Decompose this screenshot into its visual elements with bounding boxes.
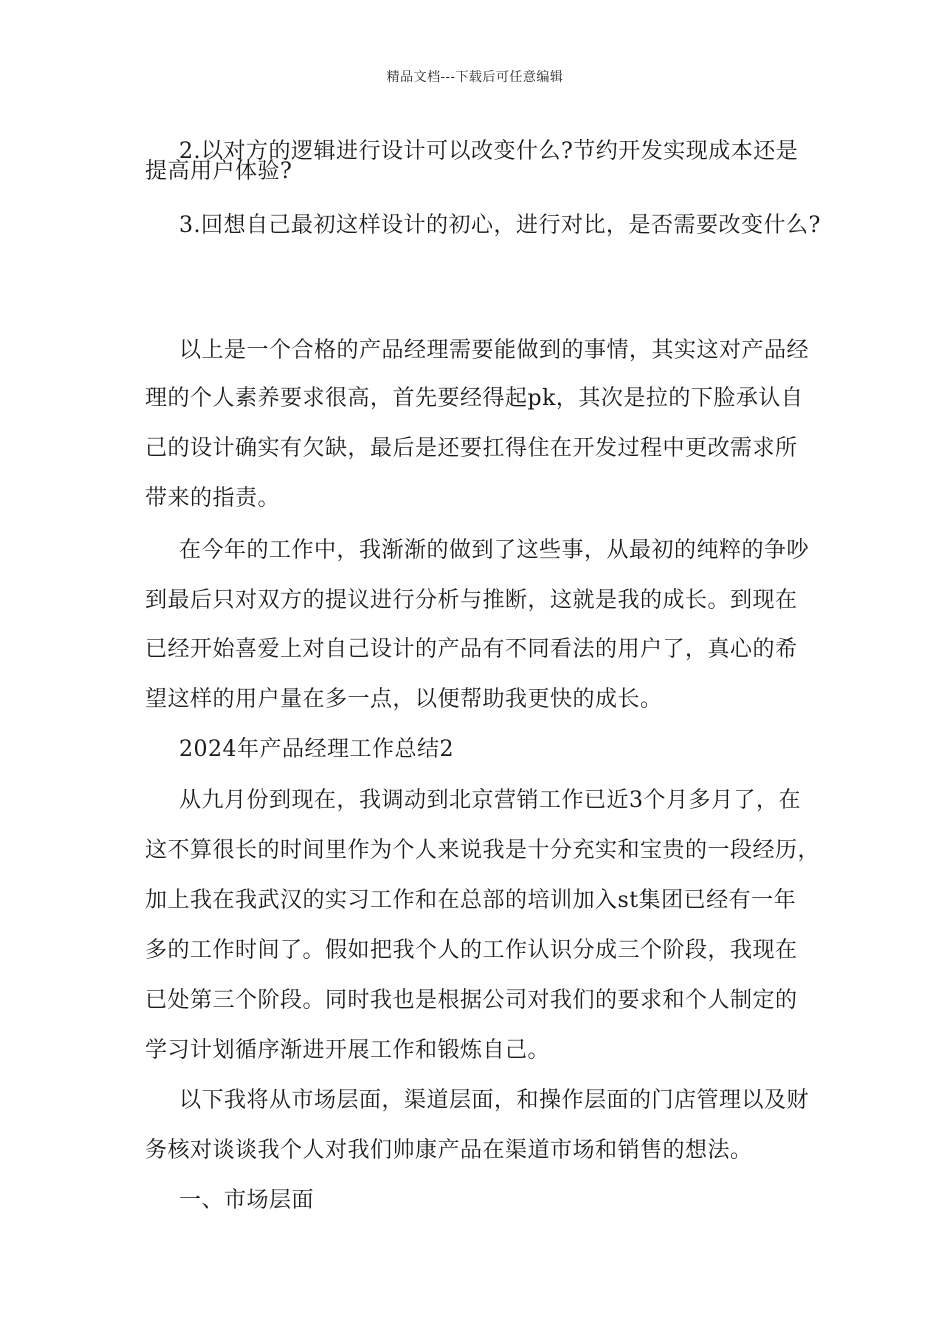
text-line: 学习计划循序渐进开展工作和锻炼自己。 [145, 1038, 551, 1063]
text-line: 从九月份到现在，我调动到北京营销工作已近3个月多月了，在 [179, 788, 801, 813]
text-line: 在今年的工作中，我渐渐的做到了这些事，从最初的纯粹的争吵 [179, 538, 810, 563]
text-line: 到最后只对双方的提议进行分析与推断，这就是我的成长。到现在 [145, 588, 798, 613]
page-header: 精品文档---下载后可任意编辑 [386, 70, 564, 85]
text-line: 2.以对方的逻辑进行设计可以改变什么?节约开发实现成本还是 [179, 139, 799, 164]
section-heading: 一、市场层面 [179, 1188, 315, 1213]
text-line: 已处第三个阶段。同时我也是根据公司对我们的要求和个人制定的 [145, 988, 798, 1013]
text-line: 望这样的用户量在多一点，以便帮助我更快的成长。 [145, 687, 663, 712]
text-line: 加上我在我武汉的实习工作和在总部的培训加入st集团已经有一年 [145, 888, 797, 913]
text-line: 已经开始喜爱上对自己设计的产品有不同看法的用户了，真心的希 [145, 637, 798, 662]
text-line: 带来的指责。 [145, 486, 281, 511]
text-line: 己的设计确实有欠缺，最后是还要扛得住在开发过程中更改需求所 [145, 436, 798, 461]
text-line: 理的个人素养要求很高，首先要经得起pk，其次是拉的下脸承认自 [145, 386, 804, 411]
text-line: 3.回想自己最初这样设计的初心，进行对比，是否需要改变什么? [179, 213, 821, 238]
text-line: 务核对谈谈我个人对我们帅康产品在渠道市场和销售的想法。 [145, 1138, 753, 1163]
text-line: 多的工作时间了。假如把我个人的工作认识分成三个阶段，我现在 [145, 938, 798, 963]
text-line: 以上是一个合格的产品经理需要能做到的事情，其实这对产品经 [179, 338, 810, 363]
text-line: 这不算很长的时间里作为个人来说我是十分充实和宝贵的一段经历， [145, 838, 821, 863]
text-line: 以下我将从市场层面，渠道层面，和操作层面的门店管理以及财 [179, 1088, 810, 1113]
text-line: 提高用户体验? [145, 159, 293, 184]
section-title: 2024年产品经理工作总结2 [179, 737, 454, 762]
